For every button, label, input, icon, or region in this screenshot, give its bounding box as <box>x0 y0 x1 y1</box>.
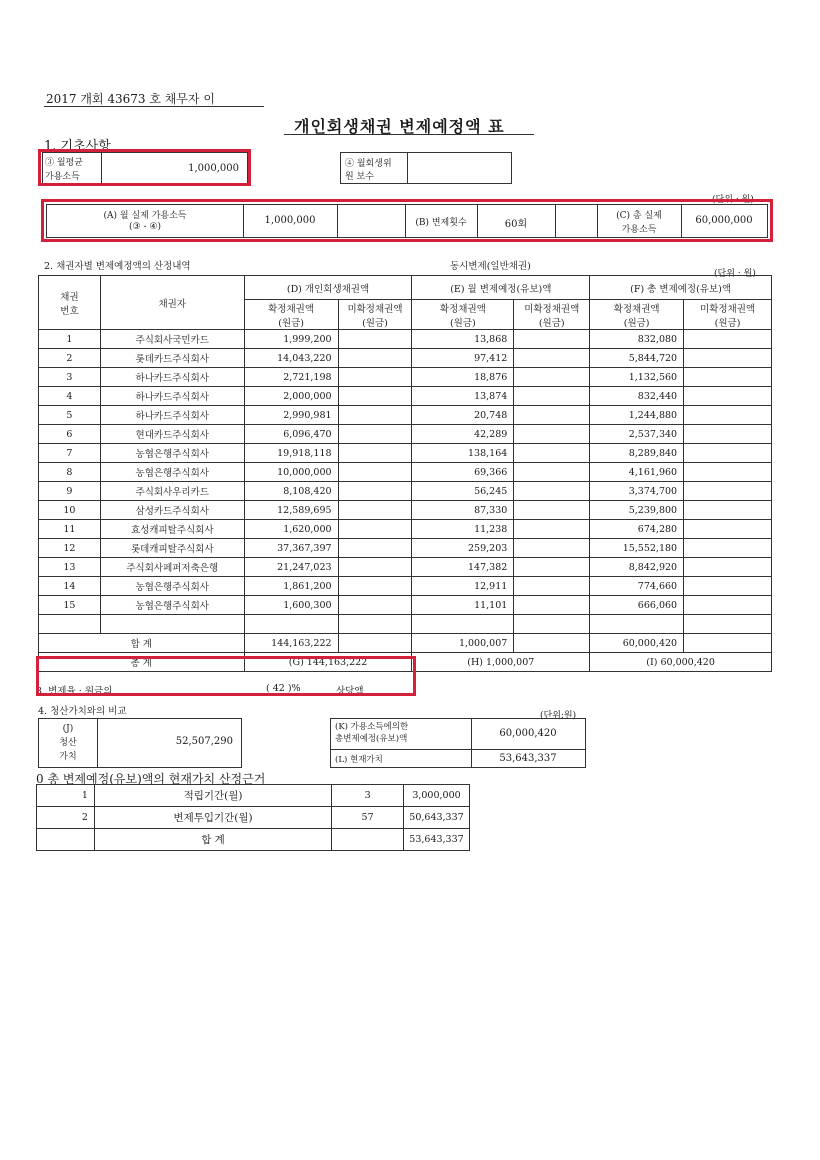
row-f-unconfirmed <box>684 349 772 368</box>
row-e-unconfirmed <box>514 463 590 482</box>
row-d-unconfirmed <box>338 463 412 482</box>
row-e-confirmed: 87,330 <box>412 501 514 520</box>
k-value: 60,000,420 <box>499 728 557 739</box>
row-f-confirmed: 832,080 <box>590 330 684 349</box>
row-f-unconfirmed <box>684 482 772 501</box>
row-creditor: 주식회사국민카드 <box>100 330 244 349</box>
row-creditor: 농협은행주식회사 <box>100 444 244 463</box>
trustee-fee-box <box>340 152 512 184</box>
basis-label: 변제투입기간(월) <box>94 807 331 829</box>
table-row <box>39 349 772 368</box>
c-label-2: 가용소득 <box>621 225 657 235</box>
row-e-confirmed: 13,874 <box>412 387 514 406</box>
row-e-unconfirmed <box>514 406 590 425</box>
row-f-unconfirmed <box>684 444 772 463</box>
present-value-box <box>330 718 586 768</box>
k-label: (K) 가용소득에의한 총변제예정(유보)액 <box>335 722 409 744</box>
row-f-confirmed: 5,844,720 <box>590 349 684 368</box>
row-f-unconfirmed <box>684 520 772 539</box>
row-d-confirmed: 8,108,420 <box>244 482 338 501</box>
table-row <box>39 558 772 577</box>
total-h: (H) 1,000,007 <box>412 653 590 672</box>
row-no: 14 <box>39 577 101 596</box>
sub-d-confirmed: 확정채권액 (원금) <box>244 300 338 330</box>
row-f-unconfirmed <box>684 406 772 425</box>
row-no: 4 <box>39 387 101 406</box>
row-e-unconfirmed <box>514 387 590 406</box>
row-e-unconfirmed <box>514 558 590 577</box>
row-e-confirmed: 12,911 <box>412 577 514 596</box>
row-f-unconfirmed <box>684 387 772 406</box>
j-label: (J) 청산 가치 <box>59 724 77 762</box>
row-e-confirmed: 11,238 <box>412 520 514 539</box>
row-d-unconfirmed <box>338 596 412 615</box>
row-e-confirmed: 18,876 <box>412 368 514 387</box>
table-row <box>39 444 772 463</box>
sum-f: 60,000,420 <box>590 634 684 653</box>
title-underline <box>284 134 534 135</box>
row-d-unconfirmed <box>338 406 412 425</box>
row-creditor: 농협은행주식회사 <box>100 577 244 596</box>
highlight-monthly-income <box>38 149 251 186</box>
basis-sum-amount: 53,643,337 <box>404 829 470 851</box>
row-f-confirmed: 674,280 <box>590 520 684 539</box>
row-d-confirmed: 12,589,695 <box>244 501 338 520</box>
a-value: 1,000,000 <box>264 215 316 226</box>
row-creditor: 효성캐피탈주식회사 <box>100 520 244 539</box>
row-creditor: 주식회사우리카드 <box>100 482 244 501</box>
basis-sum-label: 합 계 <box>94 829 331 851</box>
row-f-unconfirmed <box>684 463 772 482</box>
sub-f-unconfirmed: 미확정채권액 (원금) <box>684 300 772 330</box>
row-f-unconfirmed <box>684 501 772 520</box>
row-e-unconfirmed <box>514 444 590 463</box>
row-no: 11 <box>39 520 101 539</box>
row-f-unconfirmed <box>684 577 772 596</box>
row-d-unconfirmed <box>338 368 412 387</box>
highlight-available-income <box>41 199 773 242</box>
table-row <box>39 482 772 501</box>
row-d-confirmed: 1,861,200 <box>244 577 338 596</box>
total-i: (I) 60,000,420 <box>590 653 772 672</box>
row-e-unconfirmed <box>514 330 590 349</box>
row-e-confirmed: 42,289 <box>412 425 514 444</box>
basis-months: 3 <box>332 785 404 807</box>
row-creditor: 하나카드주식회사 <box>100 406 244 425</box>
j-value: 52,507,290 <box>175 736 233 747</box>
basis-months: 57 <box>332 807 404 829</box>
row-no: 8 <box>39 463 101 482</box>
row-d-confirmed: 1,999,200 <box>244 330 338 349</box>
row-f-confirmed: 3,374,700 <box>590 482 684 501</box>
row-f-unconfirmed <box>684 425 772 444</box>
row-d-confirmed: 19,918,118 <box>244 444 338 463</box>
row-f-confirmed: 1,132,560 <box>590 368 684 387</box>
row-e-unconfirmed <box>514 368 590 387</box>
row-creditor: 하나카드주식회사 <box>100 368 244 387</box>
row-no: 1 <box>39 330 101 349</box>
row-e-confirmed: 97,412 <box>412 349 514 368</box>
row-d-unconfirmed <box>338 577 412 596</box>
sum-d: 144,163,222 <box>244 634 338 653</box>
table-row <box>39 406 772 425</box>
basis-row <box>37 785 470 807</box>
sum-label: 합 계 <box>39 634 245 653</box>
row-f-confirmed: 2,537,340 <box>590 425 684 444</box>
page-title: 개인회생채권 변제예정액 표 <box>294 117 505 136</box>
basis-amount: 50,643,337 <box>404 807 470 829</box>
basis-amount: 3,000,000 <box>404 785 470 807</box>
total-g: (G) 144,163,222 <box>244 653 412 672</box>
row-e-unconfirmed <box>514 520 590 539</box>
row-d-confirmed: 14,043,220 <box>244 349 338 368</box>
table-row <box>39 463 772 482</box>
table-row <box>39 501 772 520</box>
col-header-d: (D) 개인회생채권액 <box>244 276 412 300</box>
row-f-confirmed: 5,239,800 <box>590 501 684 520</box>
table-row <box>39 520 772 539</box>
monthly-income-value: 1,000,000 <box>188 163 239 174</box>
row-no: 3 <box>39 368 101 387</box>
row-f-confirmed: 1,244,880 <box>590 406 684 425</box>
row-creditor: 농협은행주식회사 <box>100 463 244 482</box>
table-row <box>39 425 772 444</box>
section4-heading: 4. 청산가치와의 비교 <box>38 706 127 717</box>
c-value: 60,000,000 <box>695 215 753 226</box>
row-d-unconfirmed <box>338 539 412 558</box>
row-e-confirmed: 138,164 <box>412 444 514 463</box>
a-label-2: (③ - ④) <box>129 222 161 232</box>
row-d-unconfirmed <box>338 558 412 577</box>
row-no: 13 <box>39 558 101 577</box>
row-e-unconfirmed <box>514 596 590 615</box>
row-f-confirmed: 15,552,180 <box>590 539 684 558</box>
repayment-rate-label: 3. 변제율 : 원금의 <box>36 686 113 697</box>
trustee-fee-label: ④ 월회생위 <box>345 159 392 169</box>
row-d-unconfirmed <box>338 444 412 463</box>
section2-unit: (단위 : 원) <box>714 269 756 279</box>
row-creditor: 하나카드주식회사 <box>100 387 244 406</box>
row-no: 6 <box>39 425 101 444</box>
section1-unit: (단위 : 원) <box>712 195 754 205</box>
row-f-unconfirmed <box>684 558 772 577</box>
row-creditor: 농협은행주식회사 <box>100 596 244 615</box>
row-f-unconfirmed <box>684 330 772 349</box>
row-e-unconfirmed <box>514 425 590 444</box>
section1-heading: 1. 기초사항 <box>44 139 111 154</box>
table-row <box>39 330 772 349</box>
b-label: (B) 변제횟수 <box>415 218 467 228</box>
header-underline <box>44 106 264 107</box>
row-d-confirmed: 2,721,198 <box>244 368 338 387</box>
sub-d-unconfirmed: 미확정채권액 (원금) <box>338 300 412 330</box>
section4-unit: (단위:원) <box>540 711 577 721</box>
row-no: 2 <box>39 349 101 368</box>
row-creditor: 현대카드주식회사 <box>100 425 244 444</box>
col-header-e: (E) 월 변제예정(유보)액 <box>412 276 590 300</box>
row-f-unconfirmed <box>684 368 772 387</box>
table-row <box>39 539 772 558</box>
row-d-unconfirmed <box>338 501 412 520</box>
row-no: 9 <box>39 482 101 501</box>
trustee-fee-label-2: 원 보수 <box>345 172 374 182</box>
row-d-confirmed: 6,096,470 <box>244 425 338 444</box>
section5-heading: 0 총 변제예정(유보)액의 현재가치 산정근거 <box>36 772 266 786</box>
row-e-unconfirmed <box>514 349 590 368</box>
row-d-confirmed: 1,600,300 <box>244 596 338 615</box>
monthly-income-label-2: 가용소득 <box>45 172 80 182</box>
table-row <box>39 387 772 406</box>
repayment-rate-value: ( 42 )% <box>266 683 301 694</box>
case-number-line: 2017 개회 43673 호 채무자 이 <box>46 92 215 106</box>
row-e-unconfirmed <box>514 482 590 501</box>
row-d-unconfirmed <box>338 520 412 539</box>
sub-e-confirmed: 확정채권액 (원금) <box>412 300 514 330</box>
highlight-total-and-rate <box>36 656 416 696</box>
row-d-confirmed: 10,000,000 <box>244 463 338 482</box>
b-value: 60회 <box>504 219 528 230</box>
row-f-unconfirmed <box>684 539 772 558</box>
row-f-confirmed: 774,660 <box>590 577 684 596</box>
row-no: 5 <box>39 406 101 425</box>
row-d-confirmed: 2,990,981 <box>244 406 338 425</box>
row-d-unconfirmed <box>338 349 412 368</box>
basis-no: 2 <box>37 807 95 829</box>
row-d-unconfirmed <box>338 425 412 444</box>
row-f-confirmed: 8,842,920 <box>590 558 684 577</box>
row-creditor: 롯데카드주식회사 <box>100 349 244 368</box>
table-row <box>39 577 772 596</box>
row-creditor: 주식회사페퍼저축은행 <box>100 558 244 577</box>
row-e-confirmed: 11,101 <box>412 596 514 615</box>
l-label: (L) 현재가치 <box>335 755 383 765</box>
monthly-income-label: ③ 월평균 <box>45 158 83 168</box>
row-e-confirmed: 69,366 <box>412 463 514 482</box>
row-e-confirmed: 56,245 <box>412 482 514 501</box>
row-d-confirmed: 37,367,397 <box>244 539 338 558</box>
row-no: 15 <box>39 596 101 615</box>
row-e-unconfirmed <box>514 501 590 520</box>
basis-row <box>37 807 470 829</box>
section2-mode: 동시변제(일반채권) <box>450 261 531 272</box>
row-f-unconfirmed <box>684 596 772 615</box>
l-value: 53,643,337 <box>499 753 557 764</box>
basis-no: 1 <box>37 785 95 807</box>
liquidation-value-box <box>38 718 242 768</box>
row-d-confirmed: 2,000,000 <box>244 387 338 406</box>
c-label: (C) 총 실제 <box>616 211 662 221</box>
table-row <box>39 368 772 387</box>
row-no: 10 <box>39 501 101 520</box>
row-e-confirmed: 13,868 <box>412 330 514 349</box>
col-header-f: (F) 총 변제예정(유보)액 <box>590 276 772 300</box>
row-f-confirmed: 832,440 <box>590 387 684 406</box>
row-f-confirmed: 666,060 <box>590 596 684 615</box>
row-f-confirmed: 8,289,840 <box>590 444 684 463</box>
present-value-basis-table <box>36 784 470 851</box>
row-no: 7 <box>39 444 101 463</box>
row-e-confirmed: 20,748 <box>412 406 514 425</box>
table-row <box>39 596 772 615</box>
row-no: 12 <box>39 539 101 558</box>
row-d-unconfirmed <box>338 482 412 501</box>
col-header-creditor: 채권자 <box>100 276 244 330</box>
col-header-no: 채권 번호 <box>39 276 101 330</box>
row-e-confirmed: 147,382 <box>412 558 514 577</box>
repayment-rate-suffix: 상당액 <box>336 686 364 697</box>
sub-f-confirmed: 확정채권액 (원금) <box>590 300 684 330</box>
row-d-unconfirmed <box>338 387 412 406</box>
total-label: 총 계 <box>39 653 245 672</box>
row-e-confirmed: 259,203 <box>412 539 514 558</box>
sub-e-unconfirmed: 미확정채권액 (원금) <box>514 300 590 330</box>
row-e-unconfirmed <box>514 539 590 558</box>
row-e-unconfirmed <box>514 577 590 596</box>
sum-e: 1,000,007 <box>412 634 514 653</box>
basis-label: 적립기간(월) <box>94 785 331 807</box>
row-d-unconfirmed <box>338 330 412 349</box>
row-creditor: 삼성카드주식회사 <box>100 501 244 520</box>
row-f-confirmed: 4,161,960 <box>590 463 684 482</box>
a-label: (A) 월 실제 가용소득 <box>103 211 187 221</box>
creditor-table <box>38 275 772 672</box>
section2-heading: 2. 채권자별 변제예정액의 산정내역 <box>44 261 191 272</box>
row-creditor: 롯데캐피탈주식회사 <box>100 539 244 558</box>
row-d-confirmed: 21,247,023 <box>244 558 338 577</box>
row-d-confirmed: 1,620,000 <box>244 520 338 539</box>
